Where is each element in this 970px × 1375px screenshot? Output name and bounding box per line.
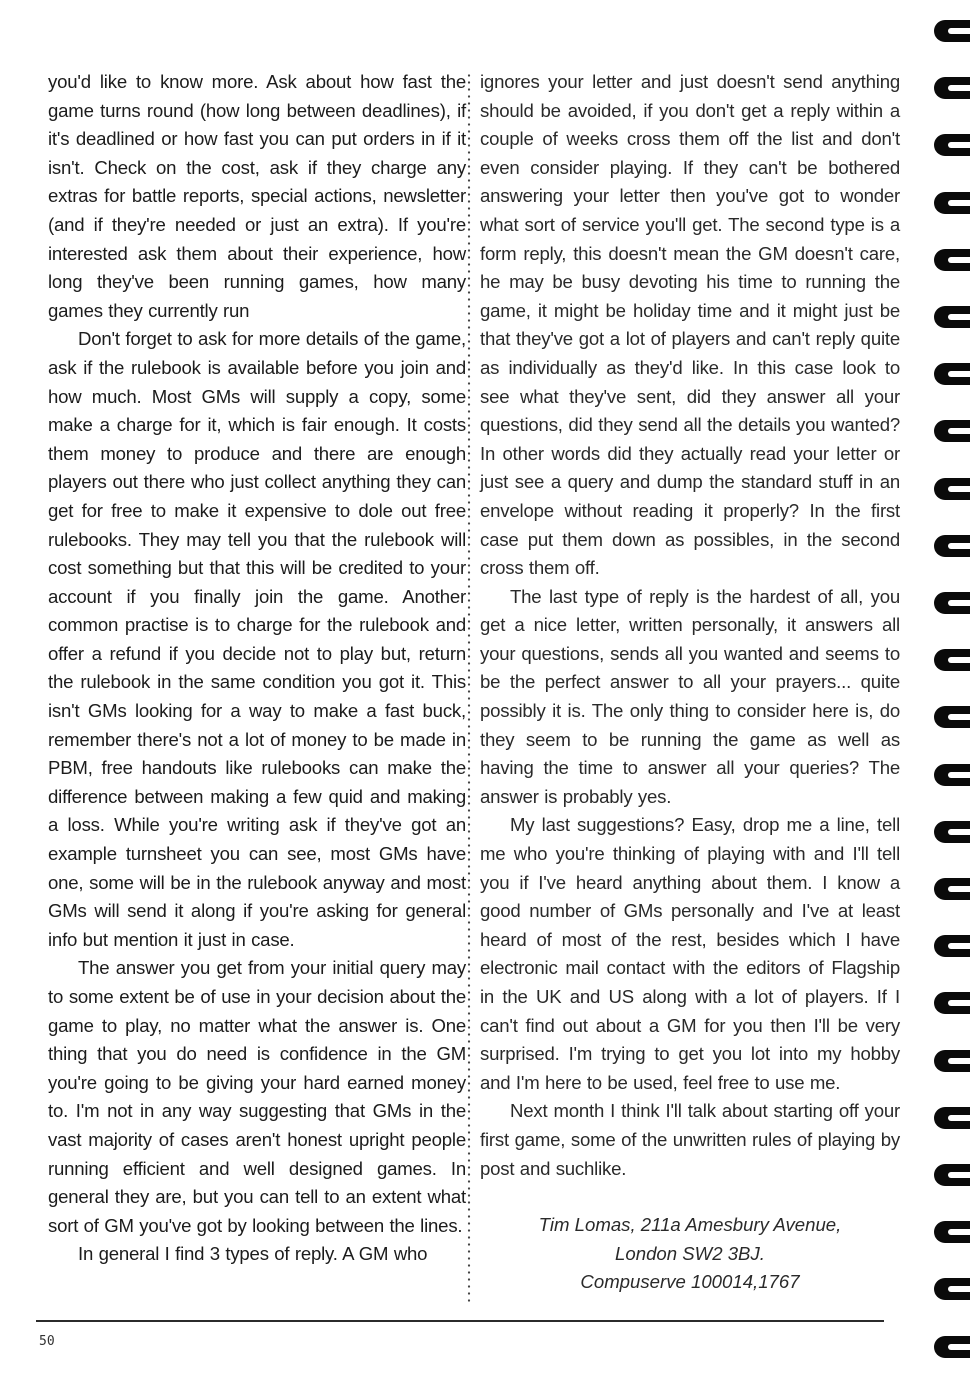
author-email: Compuserve 100014,1767	[580, 1271, 800, 1293]
binding-ring	[934, 134, 970, 156]
binding-ring	[934, 706, 970, 728]
binding-ring	[934, 1050, 970, 1072]
author-city: London SW2 3BJ.	[615, 1242, 765, 1264]
binding-ring	[934, 1107, 970, 1129]
binding-ring	[934, 878, 970, 900]
binding-ring	[934, 535, 970, 557]
binding-ring	[934, 306, 970, 328]
binding-ring	[934, 77, 970, 99]
paragraph: you'd like to know more. Ask about how fast the game turns round (how long between deadlines), if it's deadlined or how fast you can put orders in if it isn't. Check on the cost, ask if they charge any extras for battle reports, special actions, newsletter (and if they're needed or just an extra). If you're interested ask them about their experience, how long they've been running games, how many games they currently run	[48, 71, 466, 321]
spiral-binding	[928, 0, 970, 1375]
author-name-address: Tim Lomas, 211a Amesbury Avenue,	[538, 1214, 842, 1236]
binding-ring	[934, 1336, 970, 1358]
binding-ring	[934, 1221, 970, 1243]
binding-ring	[934, 363, 970, 385]
left-column	[48, 68, 466, 1269]
binding-ring	[934, 192, 970, 214]
binding-ring	[934, 935, 970, 957]
author-signature	[480, 1211, 900, 1297]
binding-ring	[934, 764, 970, 786]
paragraph: The last type of reply is the hardest of all, you get a nice letter, written personally, it answers all your questions, sends all you wanted and seems to be the perfect answer to all your prayers... quite possibly it is. The only thing to consider here is, do they seem to be running the game as well as having the time to answer all your queries? The answer is probably yes.	[480, 585, 900, 807]
binding-ring	[934, 420, 970, 442]
binding-ring	[934, 649, 970, 671]
footer-rule	[36, 1320, 884, 1322]
binding-ring	[934, 592, 970, 614]
paragraph: ignores your letter and just doesn't send anything should be avoided, if you don't get a reply within a couple of weeks cross them off the list and don't even consider playing. If they can't be bothered answering your letter then you've got to wonder what sort of service you'll get. The second type is a form reply, this doesn't mean the GM doesn't care, he may be busy devoting his time to running the game, it might be holiday time and it might just be that they've got a lot of players and can't reply quite as individually as they'd like. In this case look to see what they've sent, did they answer all your questions, did they send all the details you wanted? In other words did they actually read your letter or just see a query and dump the standard stuff in an envelope without reading it properly? In the first case put them down as possibles, in the second cross them off.	[480, 71, 900, 579]
binding-ring	[934, 821, 970, 843]
page-number: 50	[39, 1334, 55, 1349]
paragraph: Don't forget to ask for more details of the game, ask if the rulebook is available before you join and how much. Most GMs will supply a copy, some make a charge for it, which is fair enough. It costs them money to produce and there are enough players out there who just collect anything they can get for free to make it expensive to dole out free rulebooks. They may tell you that the rulebook will cost something but that this will be credited to your account if you finally join the game. Another common practise is to charge for the rulebook and offer a refund if you decide not to play but, return the rulebook in the same condition you got it. This isn't GMs looking for a way to make a fast buck, remember there's not a lot of money to be made in PBM, free handouts like rulebooks can make the difference between making a few quid and making a loss. While you're writing ask if they've got an example turnsheet you can see, most GMs have one, some will be in the rulebook anyway and most GMs will send it along if you're asking for general info but mention it just in case.	[48, 328, 466, 950]
right-column	[480, 68, 900, 1297]
column-divider	[467, 72, 471, 1304]
paragraph: My last suggestions? Easy, drop me a line, tell me who you're thinking of playing with and I'll tell you if I've heard anything about them. I know a good number of GMs personally and I've at least heard of most of the rest, besides which I have electronic mail contact with the editors of Flagship in the UK and US along with a lot of players. If I can't find out about a GM for you then I'll be very surprised. I'm trying to get you lot into my hobby and I'm here to be used, feel free to use me.	[480, 814, 900, 1093]
binding-ring	[934, 1164, 970, 1186]
paragraph: The answer you get from your initial query may to some extent be of use in your decision about the game to play, no matter what the answer is. One thing that you do need is confidence in the GM you're going to be giving your hard earned money to. I'm not in any way suggesting that GMs in the vast majority of cases aren't honest upright people running efficient and well designed games. In general they are, but you can tell to an extent what sort of GM you've got by looking between the lines.	[48, 957, 466, 1236]
binding-ring	[934, 20, 970, 42]
paragraph: Next month I think I'll talk about starting off your first game, some of the unwritten rules of playing by post and suchlike.	[480, 1100, 900, 1179]
binding-ring	[934, 478, 970, 500]
binding-ring	[934, 1278, 970, 1300]
binding-ring	[934, 249, 970, 271]
paragraph: In general I find 3 types of reply. A GM who	[78, 1243, 428, 1265]
binding-ring	[934, 992, 970, 1014]
